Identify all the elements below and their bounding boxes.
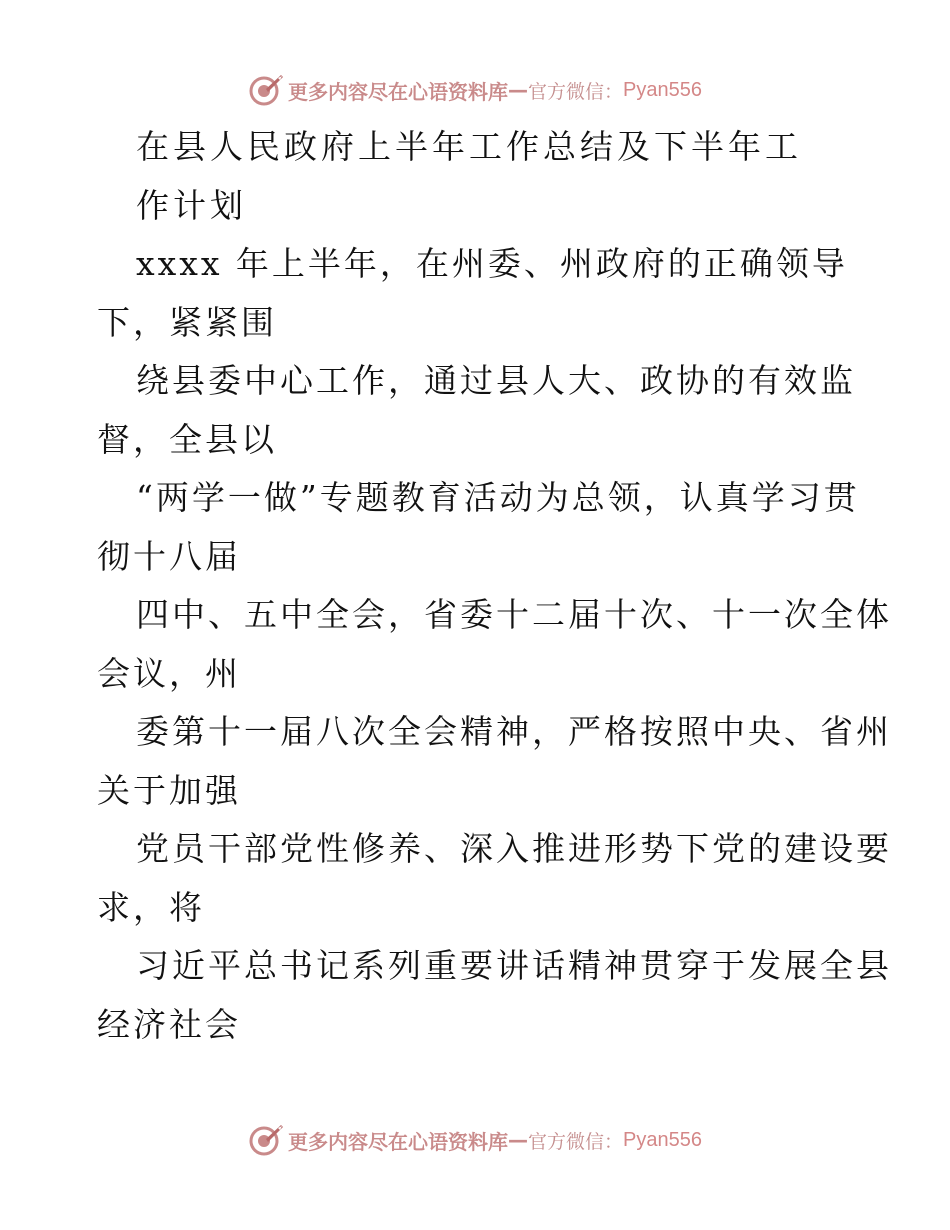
watermark-wechat-id: Pyan556 xyxy=(623,78,702,101)
paragraph-line: 党员干部党性修养、深入推进形势下党的建设要 xyxy=(136,829,892,868)
footer-watermark xyxy=(0,1120,950,1160)
paragraph-line: 彻十八届 xyxy=(97,536,241,576)
watermark-wechat-label: 官方微信： xyxy=(528,80,624,103)
watermark-site-text: 更多内容尽在心语资料库 xyxy=(288,79,508,104)
watermark-site-text: 更多内容尽在心语资料库 xyxy=(288,1129,508,1154)
paragraph-line: 绕县委中心工作，通过县人大、政协的有效监 xyxy=(136,361,856,400)
document-title: 在县人民政府上半年工作总结及下半年工 xyxy=(136,127,802,166)
watermark-wechat-label: 官方微信： xyxy=(528,1130,624,1153)
paragraph-line: 四中、五中全会，省委十二届十次、十一次全体 xyxy=(136,595,892,634)
paragraph-line: 督，全县以 xyxy=(97,419,277,459)
paragraph-line: 习近平总书记系列重要讲话精神贯穿于发展全县 xyxy=(136,946,892,985)
document-body xyxy=(97,118,892,1054)
paragraph-line: xxxx 年上半年，在州委、州政府的正确领导 xyxy=(136,244,848,283)
paragraph-line: “两学一做”专题教育活动为总领，认真学习贯 xyxy=(136,478,860,517)
pen-logo-icon xyxy=(248,1122,284,1158)
paragraph-line: 关于加强 xyxy=(97,770,241,810)
header-watermark xyxy=(0,70,950,110)
document-title-continued: 作计划 xyxy=(136,185,247,225)
paragraph-line: 求，将 xyxy=(97,887,205,927)
watermark-wechat-id: Pyan556 xyxy=(623,1128,702,1151)
paragraph-line: 会议，州 xyxy=(97,653,241,693)
paragraph-line: 委第十一届八次全会精神，严格按照中央、省州 xyxy=(136,712,892,751)
watermark-dash: — xyxy=(508,1128,528,1152)
watermark-dash: — xyxy=(508,78,528,102)
pen-logo-icon xyxy=(248,72,284,108)
paragraph-line: 下，紧紧围 xyxy=(97,302,277,342)
paragraph-line: 经济社会 xyxy=(97,1004,241,1044)
